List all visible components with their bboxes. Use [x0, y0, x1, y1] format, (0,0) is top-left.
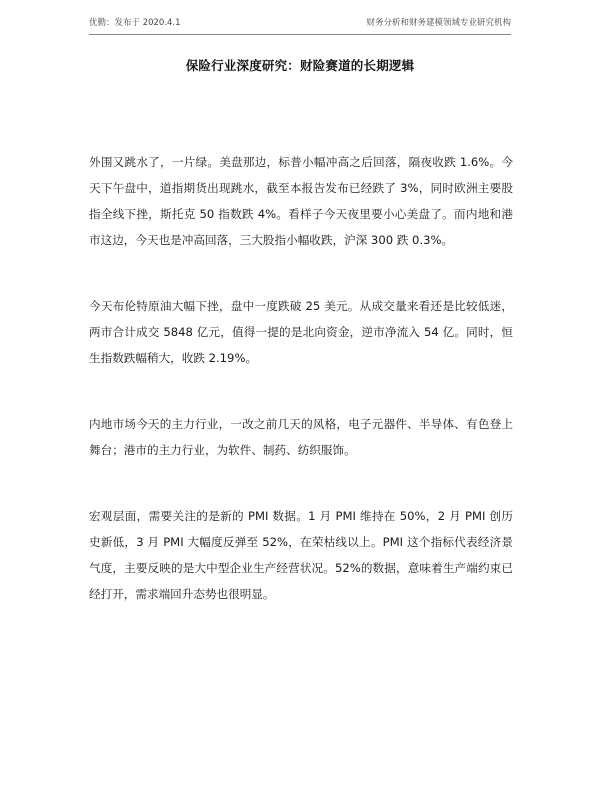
paragraph-leading-sectors: 内地市场今天的主力行业，一改之前几天的风格，电子元器件、半导体、有色登上舞台；港市的主力行业，为软件、制药、纺织服饰。 — [89, 417, 513, 457]
paragraph-macro-pmi: 宏观层面，需要关注的是新的 PMI 数据。1 月 PMI 维持在 50%，2 月 PMI 创历史新低，3 月 PMI 大幅度反弹至 52%，在荣枯线以上。PMI 这个指标代表经济景气度，主要反映的是大中型企业生产经营状况。52%的数据，意味着生产端约束已经打开，需求端回升态势也很明显。 — [89, 509, 513, 601]
header-organization: 财务分析和财务建模领域专业研究机构 — [366, 18, 511, 28]
paragraph-oil-and-volume: 今天布伦特原油大幅下挫，盘中一度跌破 25 美元。从成交量来看还是比较低迷，两市合计成交 5848 亿元，值得一提的是北向资金，逆市净流入 54 亿。同时，恒生指数跌幅稍大，收跌 2.19%。 — [89, 299, 513, 365]
page-header — [89, 12, 511, 35]
paragraph-market-overview: 外围又跳水了，一片绿。美盘那边，标普小幅冲高之后回落，隔夜收跌 1.6%。今天下午盘中，道指期货出现跳水，截至本报告发布已经跌了 3%，同时欧洲主要股指全线下挫，斯托克 50 指数跌 4%。看样子今天夜里要小心美盘了。而内地和港市这边，今天也是冲高回落，三大股指小幅收跌，沪深 300 跌 0.3%。 — [89, 155, 513, 247]
header-publish-info: 优勤：发布于 2020.4.1 — [89, 18, 181, 28]
document-body — [89, 149, 513, 647]
document-title: 保险行业深度研究：财险赛道的长期逻辑 — [185, 58, 415, 73]
